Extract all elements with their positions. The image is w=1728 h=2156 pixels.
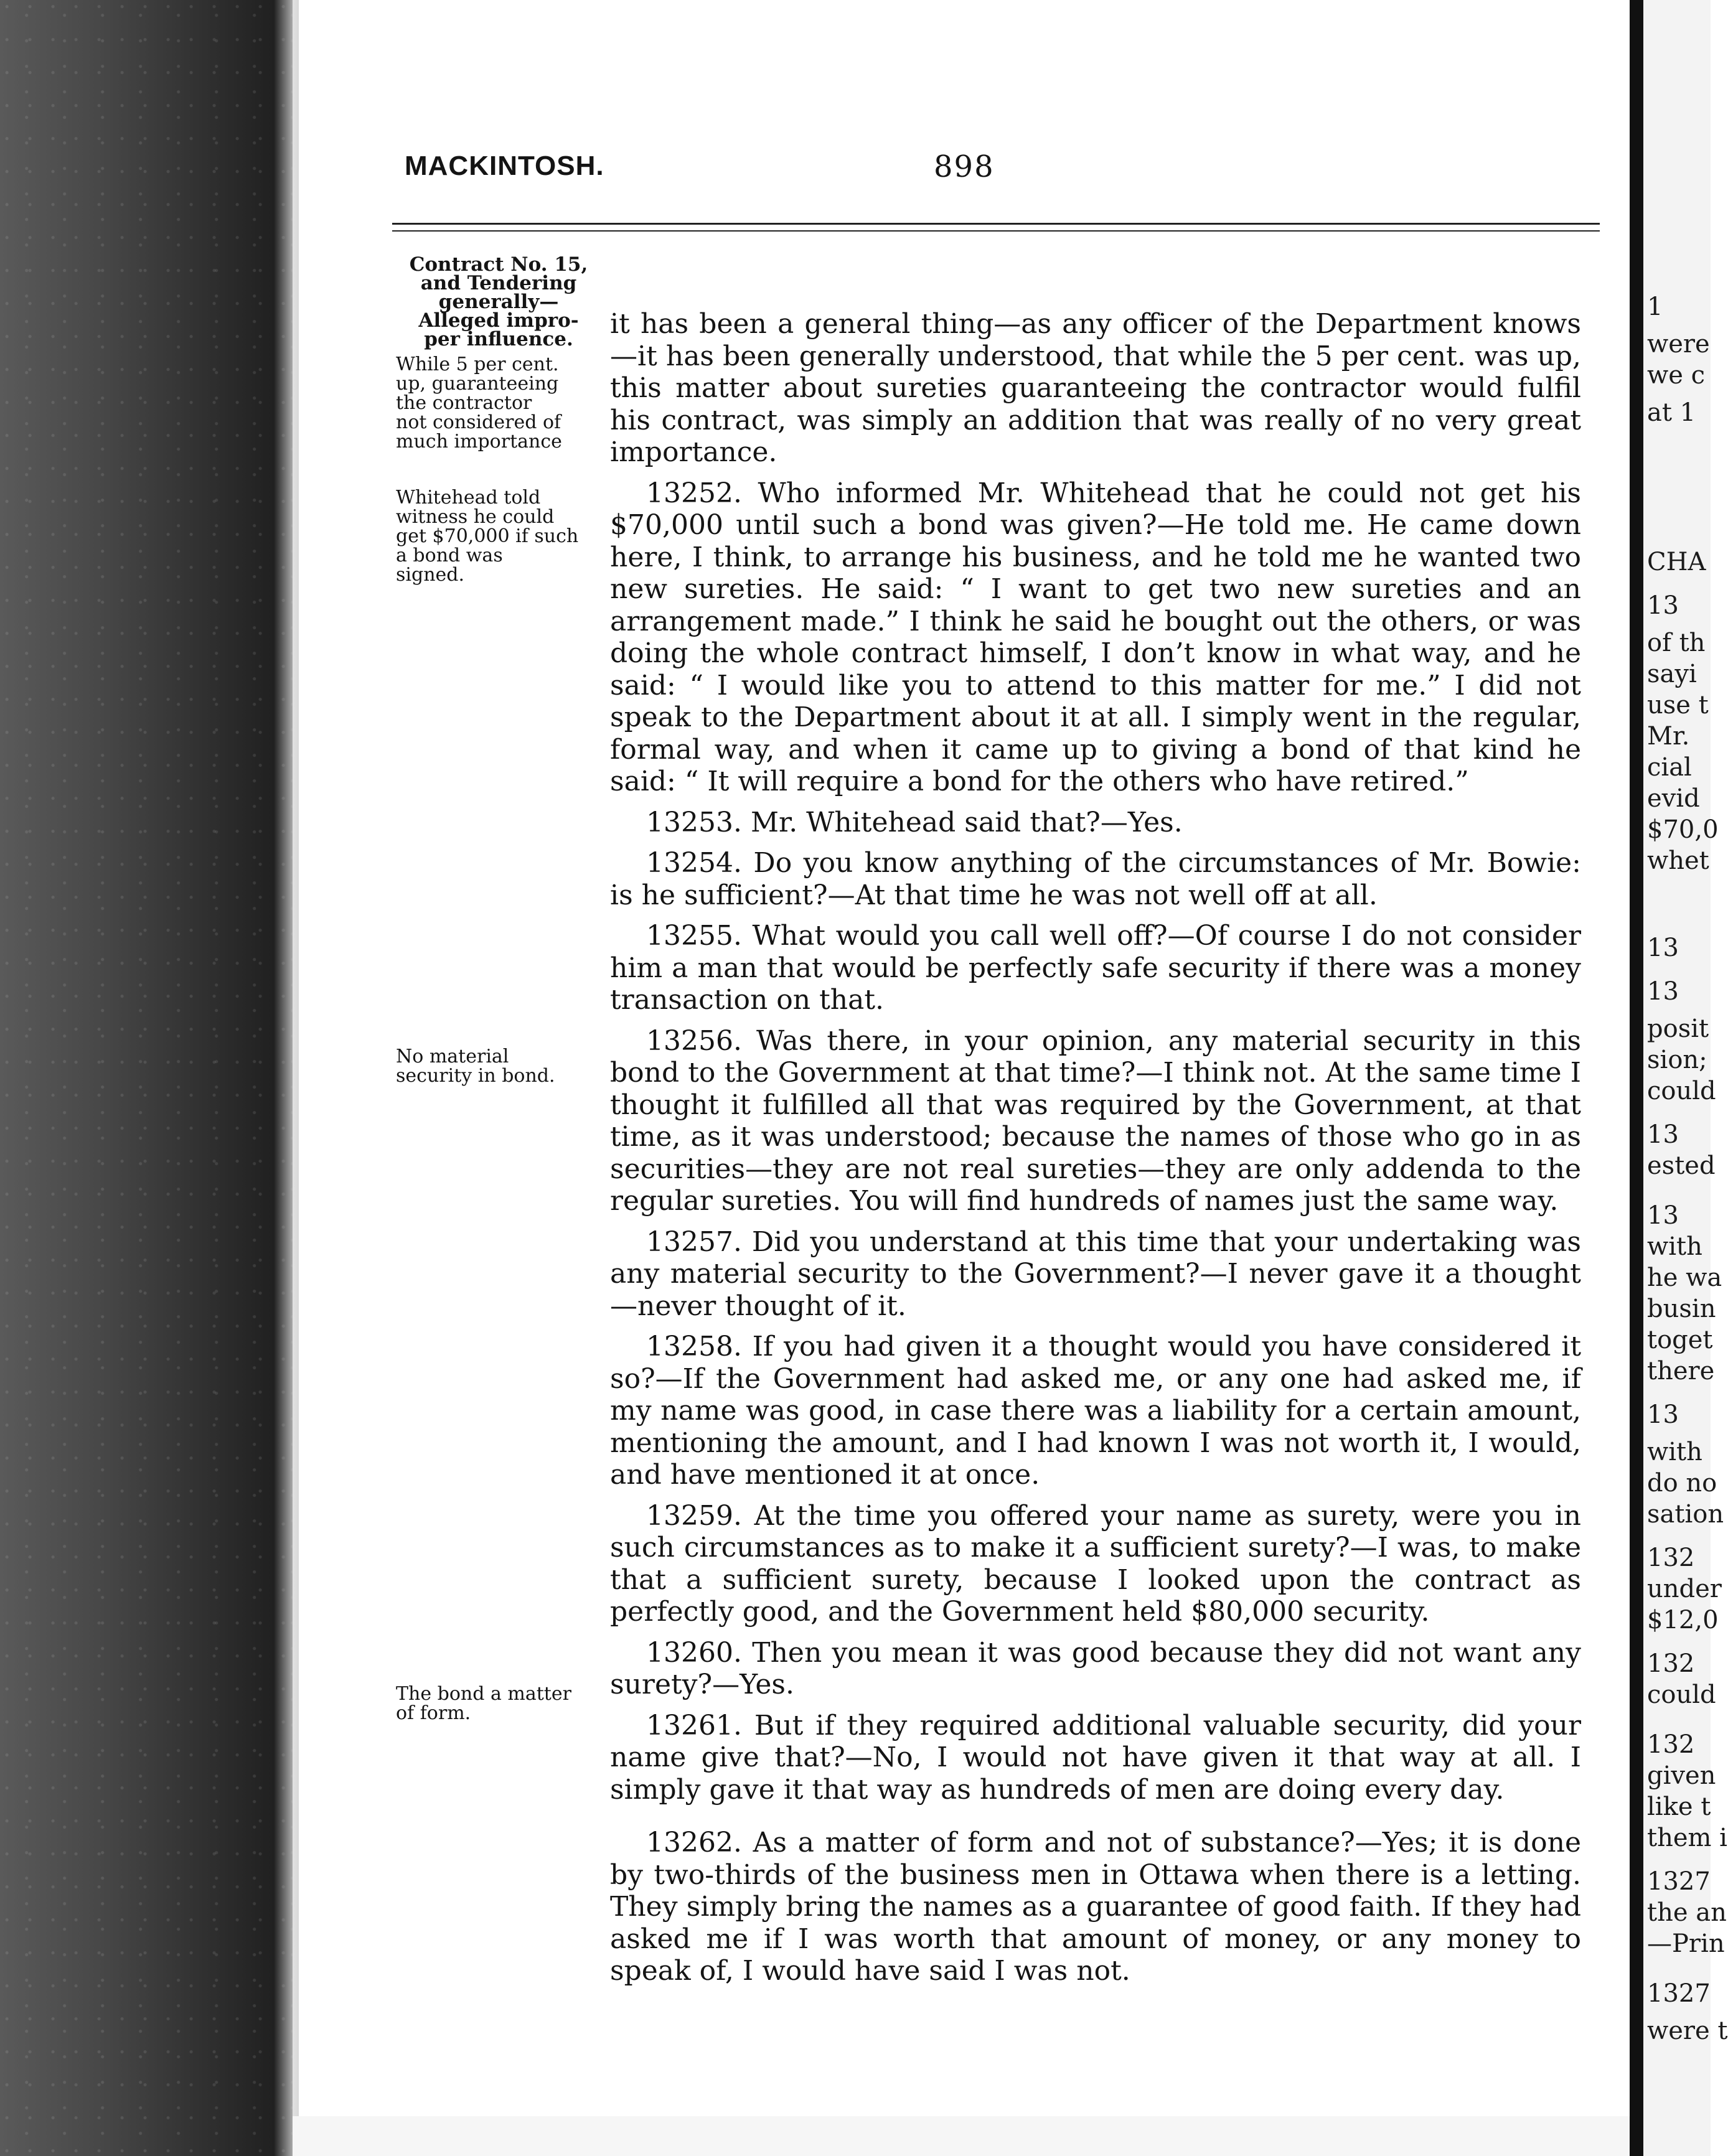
facing-page-fragment: 1327	[1647, 1979, 1711, 2008]
facing-page-fragment: were t	[1647, 2017, 1728, 2045]
facing-page-fragment: evid	[1647, 784, 1700, 813]
running-head: MACKINTOSH.	[405, 151, 604, 181]
facing-page-fragment: cial	[1647, 753, 1692, 782]
facing-page-fragment: 13	[1647, 1201, 1679, 1230]
header-rule	[392, 223, 1600, 225]
facing-page-fragment: could	[1647, 1680, 1716, 1709]
paragraph-13258: 13258. If you had given it a thought would you have considered it so?—If the Government had asked me, or any one had asked me, if my name was good, in case there was a liability for a certain amount, mentioning the amount, and I had known I was not worth it, I would, and have mentioned it at once.	[610, 1331, 1581, 1491]
facing-page-fragment: sation	[1647, 1500, 1724, 1529]
paragraph-13261: 13261. But if they required additional valuable security, did your name give that?—No, I would not have given it that way at all. I simply gave it that way as hundreds of men are doing every day.	[610, 1709, 1581, 1806]
facing-page-fragment: could	[1647, 1077, 1716, 1105]
facing-page-fragment: 132	[1647, 1649, 1695, 1678]
paragraph-13254: 13254. Do you know anything of the circumstances of Mr. Bowie: is he sufficient?—At that time he was not well off at all.	[610, 847, 1581, 911]
facing-page-fragment: with	[1647, 1232, 1702, 1261]
facing-page-fragment: of th	[1647, 629, 1706, 657]
facing-page-fragment: we c	[1647, 361, 1706, 390]
page-number: 898	[934, 149, 995, 184]
facing-page-fragment: sion;	[1647, 1046, 1707, 1074]
facing-page-fragment: 1	[1647, 293, 1663, 321]
book-gutter	[0, 0, 293, 2156]
main-text	[610, 308, 1581, 1996]
margin-note-no-material-security: No material security in bond.	[396, 1046, 555, 1087]
facing-page-fragment: them i	[1647, 1824, 1727, 1852]
paragraph-13256: 13256. Was there, in your opinion, any material security in this bond to the Government at that time?—I think not. At the same time I thought it fulfilled all that was required by the Government, at that time, as it was understood; because the names of those who go in as securities—they are not real sureties—they are only addenda to the regular sureties. You will find hundreds of names just the same way.	[610, 1024, 1581, 1217]
facing-page-fragment: the an	[1647, 1898, 1727, 1927]
paragraph-13260: 13260. Then you mean it was good because they did not want any surety?—Yes.	[610, 1636, 1581, 1700]
gutter-edge	[274, 0, 299, 2156]
paragraph-13262: 13262. As a matter of form and not of substance?—Yes; it is done by two-thirds of the business men in Ottawa when there is a letting. They simply bring the names as a guarantee of good faith. If they had asked me if I was worth that amount of money, or any money to speak of, I would have said I was not.	[610, 1827, 1581, 1987]
facing-page-fragment: ested	[1647, 1151, 1716, 1180]
facing-page-fragment: $70,0	[1647, 815, 1719, 844]
paragraph-13259: 13259. At the time you offered your name as surety, were you in such circumstances as to make it a sufficient surety?—I was, to make that a sufficient surety, because I looked upon the contract as perfectly good, and the Government held $80,000 security.	[610, 1499, 1581, 1628]
paragraph-13257: 13257. Did you understand at this time that your undertaking was any material security to the Government?—I never gave it a thought—never thought of it.	[610, 1226, 1581, 1322]
facing-page-fragment: posit	[1647, 1015, 1709, 1043]
facing-page-fragment: 13	[1647, 591, 1679, 620]
facing-page-fragment: 1327	[1647, 1867, 1711, 1896]
facing-page-fragment: given	[1647, 1761, 1716, 1790]
paragraph-continuation: it has been a general thing—as any officer of the Department knows—it has been generally understood, that while the 5 per cent. was up, this matter about sureties guaranteeing the contractor would fulfil his contract, was simply an addition that was really of no very great importance.	[610, 308, 1581, 468]
paragraph-13255: 13255. What would you call well off?—Of course I do not consider him a man that would be perfectly safe security if there was a money transaction on that.	[610, 920, 1581, 1016]
facing-page-edge	[1643, 0, 1728, 2156]
paragraph-13252: 13252. Who informed Mr. Whitehead that he could not get his $70,000 until such a bond was given?—He told me. He came down here, I think, to arrange his business, and he told me he wanted two new sureties. He said: “ I want to get two new sureties and an arrangement made.” I think he said he bought out the others, or was doing the whole contract himself, I don’t know in what way, and he said: “ I would like you to attend to this matter for me.” I did not speak to the Department about it at all. I simply went in the regular, formal way, and when it came up to giving a bond of that kind he said: “ It will require a bond for the others who have retired.”	[610, 477, 1581, 797]
facing-page-fragment: —Prin	[1647, 1929, 1725, 1958]
facing-page-fragment: 13	[1647, 1120, 1679, 1149]
facing-page-fragment: busin	[1647, 1295, 1716, 1323]
facing-page-fragment: at 1	[1647, 398, 1696, 427]
facing-page-fragment: were	[1647, 330, 1710, 359]
header-rule-thin	[392, 230, 1600, 232]
facing-page-fragment: 13	[1647, 1400, 1679, 1429]
page-bottom-margin	[293, 2116, 1630, 2156]
margin-note-bond-form: The bond a matter of form.	[396, 1683, 571, 1724]
facing-page-fragment: 13	[1647, 977, 1679, 1006]
facing-page-fragment: there	[1647, 1357, 1715, 1385]
facing-page-fragment: do no	[1647, 1469, 1717, 1497]
facing-page-fragment: like t	[1647, 1793, 1711, 1821]
facing-page-fragment: under	[1647, 1575, 1722, 1603]
facing-page-fragment: sayi	[1647, 660, 1697, 688]
margin-heading: Contract No. 15, and Tendering generally— Alleged impro- per influence.	[409, 253, 588, 350]
facing-page-fragment: with	[1647, 1438, 1702, 1466]
book-spine	[1630, 0, 1643, 2156]
facing-page-fragment: he wa	[1647, 1263, 1722, 1292]
facing-page-fragment: Mr.	[1647, 722, 1690, 751]
facing-page-fragment: $12,0	[1647, 1606, 1719, 1634]
facing-page-fragment: 132	[1647, 1544, 1695, 1572]
facing-page-fragment: use t	[1647, 691, 1709, 719]
facing-page-fragment: 132	[1647, 1730, 1695, 1759]
facing-page-fragment: toget	[1647, 1326, 1713, 1354]
paragraph-13253: 13253. Mr. Whitehead said that?—Yes.	[646, 806, 1183, 838]
facing-page-fragment: 13	[1647, 934, 1679, 962]
facing-page-fragment: whet	[1647, 846, 1709, 875]
margin-note-whitehead: Whitehead told witness he could get $70,000 if such a bond was signed.	[396, 487, 579, 586]
margin-note-contract-15: Contract No. 15, and Tendering generally— Alleged impro- per influence. While 5 per cent. up, guaranteeing the contractor not considered of much importance	[396, 255, 601, 451]
facing-page-fragment: CHA	[1647, 548, 1706, 576]
